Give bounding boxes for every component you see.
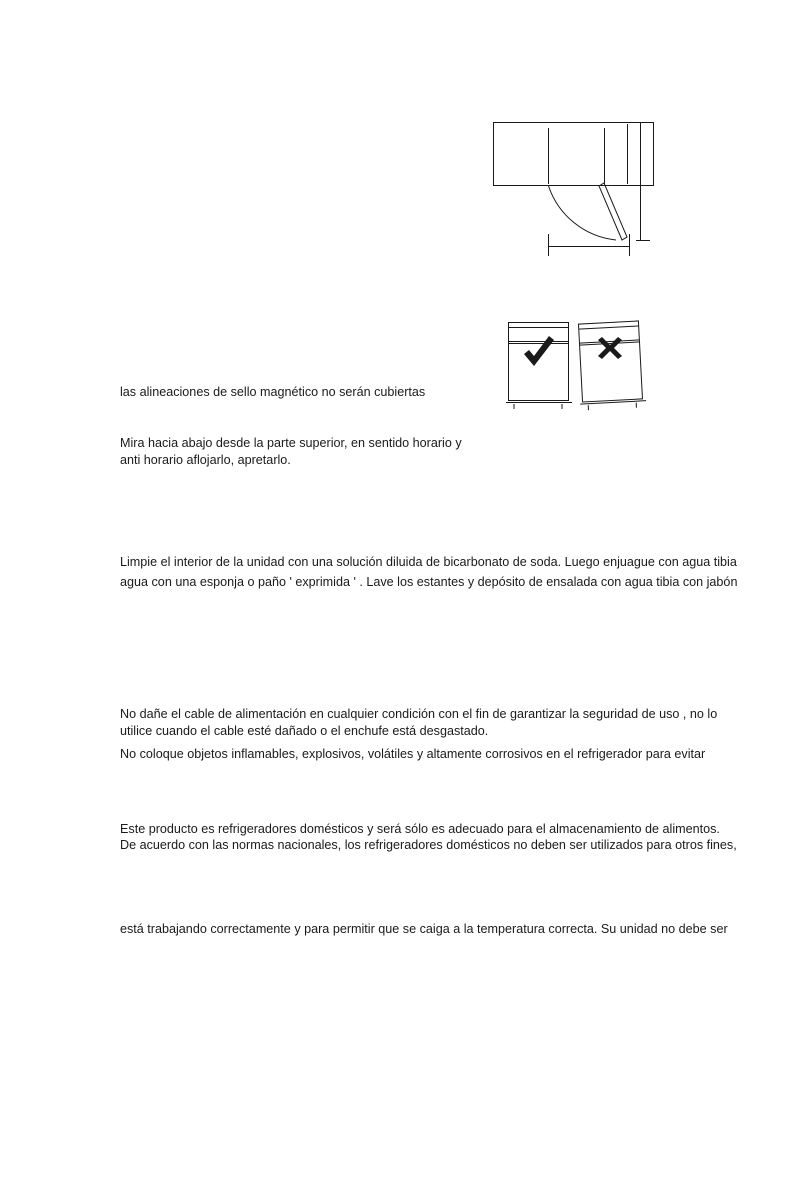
text-line: está trabajando correctamente y para permitir que se caiga a la temperatura correcta. Su unidad no debe ser (120, 922, 728, 936)
text-line: Mira hacia abajo desde la parte superior, en sentido horario y (120, 436, 462, 450)
text-line: utilice cuando el cable esté dañado o el enchufe está desgastado. (120, 724, 489, 738)
text-line: De acuerdo con las normas nacionales, los refrigeradores domésticos no deben ser utilizados para otros fines, (120, 838, 737, 852)
cross-mark-icon (598, 337, 622, 359)
text-line: No dañe el cable de alimentación en cualquier condición con el fin de garantizar la seguridad de uso , no lo (120, 707, 718, 721)
text-line: No coloque objetos inflamables, explosivos, volátiles y altamente corrosivos en el refrigerador para evitar (120, 747, 706, 761)
text-line: las alineaciones de sello magnético no serán cubiertas (120, 385, 426, 399)
text-line: anti horario aflojarlo, apretarlo. (120, 453, 291, 467)
leveling-diagram (504, 318, 650, 412)
door-swing-clearance-icon (486, 116, 662, 256)
text-line: Limpie el interior de la unidad con una solución diluida de bicarbonato de soda. Luego enjuague con agua tibia (120, 555, 737, 569)
text-line: agua con una esponja o paño ' exprimida ' . Lave los estantes y depósito de ensalada con agua tibia con jabón (120, 575, 738, 589)
text-line: Este producto es refrigeradores domésticos y será sólo es adecuado para el almacenamiento de alimentos. (120, 822, 720, 836)
check-mark-icon (524, 336, 554, 366)
